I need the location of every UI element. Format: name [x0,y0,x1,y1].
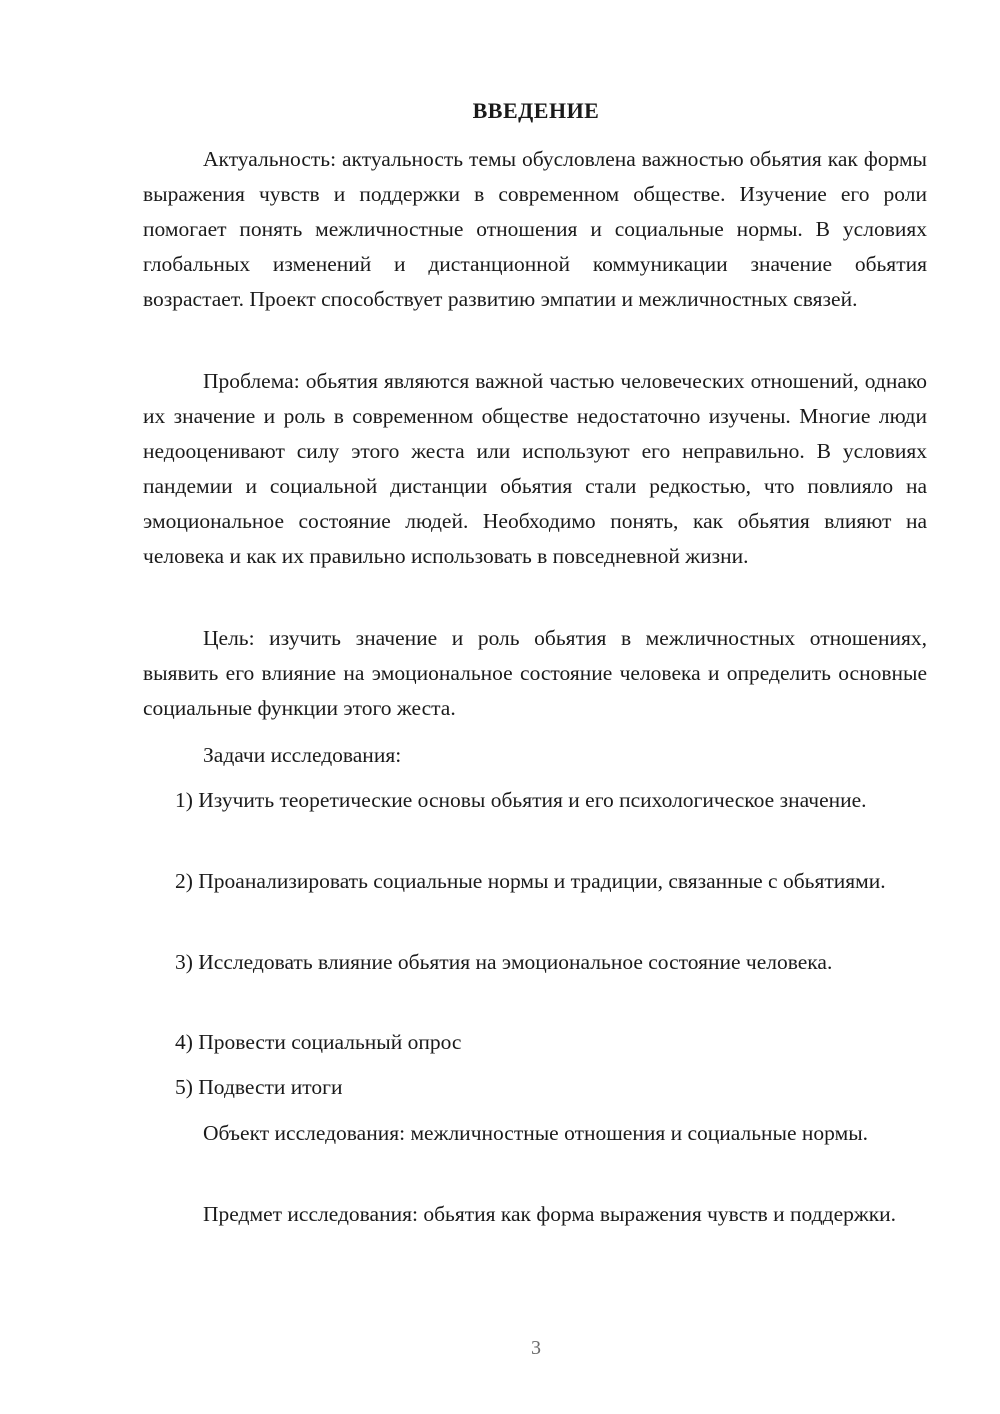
page-number: 3 [531,1337,541,1359]
subject-paragraph: Предмет исследования: обьятия как форма выражения чувств и поддержки. [203,1202,897,1226]
task-item-3: 3) Исследовать влияние обьятия на эмоциональное состояние человека. [175,950,833,974]
task-item-2: 2) Проанализировать социальные нормы и традиции, связанные с обьятиями. [175,869,886,893]
tasks-title: Задачи исследования: [203,743,402,767]
section-heading: ВВЕДЕНИЕ [472,98,600,123]
object-paragraph: Объект исследования: межличностные отношения и социальные нормы. [203,1121,869,1145]
task-item-5: 5) Подвести итоги [175,1075,343,1099]
relevance-paragraph: Актуальность: актуальность темы обусловлена важностью обьятия как формы выражения чувств и поддержки в современном обществе. Изучение его роли помогает понять межличностные отношения и социальные нормы. В условиях глобальных изменений и дистанционной коммуникации значение обьятия возрастает. Проект способствует развитию эмпатии и межличностных связей. [143,147,927,311]
problem-paragraph: Проблема: обьятия являются важной частью человеческих отношений, однако их значение и роль в современном обществе недостаточно изучены. Многие люди недооценивают силу этого жеста или используют его неправильно. В условиях пандемии и социальной дистанции обьятия стали редкостью, что повлияло на эмоциональное состояние людей. Необходимо понять, как обьятия влияют на человека и как их правильно использовать в повседневной жизни. [143,369,927,568]
task-item-1: 1) Изучить теоретические основы обьятия и его психологическое значение. [175,788,867,812]
task-item-4: 4) Провести социальный опрос [175,1030,462,1054]
goal-paragraph: Цель: изучить значение и роль обьятия в межличностных отношениях, выявить его влияние на эмоциональное состояние человека и определить основные социальные функции этого жеста. [143,626,927,720]
